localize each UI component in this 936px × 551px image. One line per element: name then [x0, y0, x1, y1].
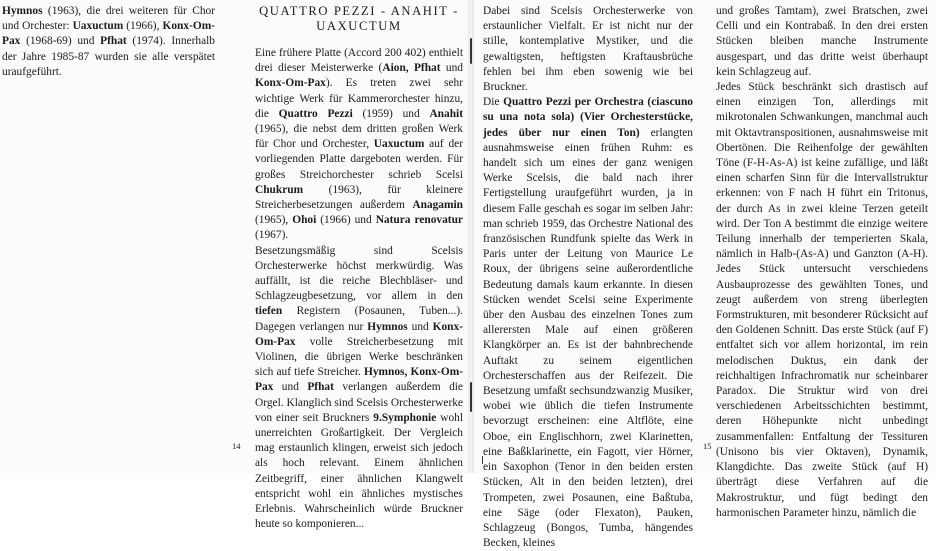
paragraph: [483, 4, 693, 95]
work-title: Hymnos, Konx-Om-Pax: [255, 366, 463, 394]
text-run: Besetzungsmäßig sind Scelsis Orchesterwerke höchst merkwürdig. Was auffällt, ist die reiche Blechbläser- und Schlagzeugbesetzung, vor allem in den: [255, 244, 463, 303]
text-run: und: [273, 381, 308, 394]
right-page-column-2: [716, 4, 928, 521]
text-run: Jedes Stück beschränkt sich drastisch auf einen einzigen Ton, allerdings mit mikrotonalen Schwankungen, manchmal auch mit Oktavtranspositionen, ausnahmsweise mit Obertönen. Die Reihenfolge der gewählten Töne (F-H-As-A) ist keine zufällige, und läßt einen scharfen Sinn für die Intervallstruktur erkennen: von F nach H führt ein Tritonus, der durch As in zwei kleine Terzen geteilt wird. Der Ton A bestimmt die einzige weitere Teilung innerhalb der temperierten Skala, nämlich in Halb-(As-A) und Ganzton (A-H). Jedes Stück untersucht verschiedens Ausbauprozesse des gewählten Tones, und zeugt außerdem von streng überlegten Formstrukturen, mit besonderer Rücksicht auf den Goldenen Schnitt. Das erste Stück (auf F) entfaltet sich vor allem horizontal, im rein melodischen Duktus, ein dank der reichhaltigen Infrachromatik nur scheinbarer Paradox. Die Struktur wird von drei verschiedenen Arbeitsschichten bestimmt, deren Höhepunkte nicht unbedingt zusammenfallen: Entfaltung der Tessituren (Unisono bis vier Oktaven), Dynamik, Klangdichte. Das zweite Stück (auf H) überträgt diese Verfahren auf die Makrostruktur, und fügt bedingt den harmonischen Parameter hinzu, nämlich die: [716, 81, 928, 519]
text-run: (1965),: [255, 214, 293, 227]
emphasis: tiefen: [255, 305, 283, 318]
left-page-column-2: [255, 4, 463, 533]
text-run: (1963), für kleinere Streicherbesetzungen außerdem: [255, 183, 463, 212]
paragraph: [716, 4, 928, 80]
text-run: Registern (Posaunen, Tuben...). Dagegen verlangen nur: [255, 305, 463, 333]
section-title: [255, 4, 463, 34]
text-run: Die: [483, 96, 504, 109]
work-title: Quattro Pezzi: [278, 107, 353, 120]
work-title: Konx-Om-Pax: [2, 20, 215, 48]
section-title-line-1: QUATTRO PEZZI - ANAHIT -: [259, 4, 459, 18]
margin-mark: [482, 456, 483, 464]
text-run: wohl unerreichten Großartigkeit. Der Vergleich mag erstaunlich klingen, erweist sich jedoch als hoch relevant. Einem ähnlichen Zeitbegriff, einer ähnlichen Klangwelt entspricht wohl ein ähnliches mystisches Erlebnis. Wahrscheinlich würde Bruckner heute so komponieren...: [255, 411, 463, 531]
page-number-left: 14: [232, 441, 241, 451]
work-title: Pfhat: [100, 35, 127, 48]
paragraph: [716, 80, 928, 521]
work-title: Aion, Pfhat: [382, 62, 441, 75]
work-title: Ohoi: [292, 214, 317, 227]
paragraph: [255, 244, 463, 533]
text-run: (1965), die nebst dem dritten großen Werk für Chor und Orchester,: [255, 123, 463, 151]
text-run: ). Es treten zwei sehr wichtige Werk für Kammerorchester hinzu, die: [255, 77, 463, 120]
work-title: Chukrum: [255, 183, 304, 196]
work-title: Konx-Om-Pax: [255, 77, 326, 90]
paragraph: [483, 95, 693, 551]
work-title: 9.Symphonie: [373, 411, 437, 424]
work-title: Anahit: [429, 107, 463, 120]
text-run: (1963), die drei weiteren für Chor und Orchester:: [2, 5, 215, 33]
text-run: erlangten ausnahmsweise einen frühen Ruhm: es handelt sich um eines der ganz wenigen Werke Scelsis, die bald nach ihrer Fertigstellung uraufgeführt wurden, ja in diesem Falle geschah es sogar im selben Jahr: man schrieb 1959, das Orchestre National des französischen Rundfunk spielte das Werk in Paris unter der Leitung von Maurice Le Roux, der übrigens seine außerordentliche Bedeutung damals kaum erkannte. In diesen Stücken wendet Scelsi seine Experimente über den Ausbau des einzelnen Tones zum allerersten Male auf einen größeren Klangkörper an. Es ist der bahnbrechende Auftakt zu seinem eigentlichen Orchesterschaffen aus der Reifezeit. Die Besetzung umfaßt sechsundzwanzig Musiker, wobei wie üblich die tiefen Instrumente bevorzugt erscheinen: eine Altflöte, eine Oboe, ein Englischhorn, zwei Klarinetten, eine Baßklarinette, ein Fagott, vier Hörner, ein Saxophon (Tenor in den beiden ersten Stücken, Alt in den beiden letzten), drei Trompeten, zwei Posaunen, eine Baßtuba, eine Säge (oder Flexaton), Pauken, Schlagzeug (Bongos, Tumba, hängendes Becken, kleines: [483, 126, 693, 550]
text-run: und: [407, 320, 433, 333]
work-title: Anagamin: [412, 199, 463, 212]
work-title: Uaxuctum: [72, 20, 124, 33]
work-title: Uaxuctum: [373, 138, 425, 151]
text-run: und großes Tamtam), zwei Bratschen, zwei Celli und ein Kontrabaß. In den drei ersten Stücken bleiben manche Instrumente ausgespart, und das dritte weist überhaupt kein Schlagzeug auf.: [716, 5, 928, 78]
work-title: Hymnos: [2, 5, 43, 17]
text-run: volle Streicherbesetzung mit Violinen, die übrigen Werke beschränken sich auf tiefe Streicher.: [255, 335, 463, 379]
work-title: Quattro Pezzi per Orchestra (ciascuno su una nota sola) (Vier Orchesterstücke, jedes über nur einen Ton): [483, 96, 693, 139]
paragraph: [2, 4, 215, 80]
text-run: Dabei sind Scelsis Orchesterwerke von erstaunlicher Vielfalt. Er ist nicht nur der stille, kontemplative Mystiker, und die gewaltigsten, heftigsten Kraftausbrüche fehlen bei ihm eben sowenig wie bei Bruckner.: [483, 5, 693, 94]
section-title-line-2: UAXUCTUM: [316, 19, 402, 33]
text-run: auf der vorliegenden Platte dargeboten werden. Für großes Streichorchester schrieb Scelsi: [255, 138, 463, 181]
text-run: (1966) und: [316, 214, 376, 227]
text-run: (1968-69) und: [20, 35, 101, 48]
text-run: (1974). Innerhalb der Jahre 1985-87 wurden sie alle verspätet uraufgeführt.: [2, 35, 215, 78]
margin-mark: [470, 38, 472, 64]
right-page-column-1: [483, 4, 693, 551]
page-number-right: 15: [703, 441, 712, 451]
text-run: und: [440, 62, 463, 75]
work-title: Hymnos: [367, 320, 408, 333]
text-run: (1959) und: [352, 107, 430, 120]
paragraph: [255, 46, 463, 244]
text-run: Eine frühere Platte (Accord 200 402) enthielt drei dieser Meisterwerke (: [255, 47, 463, 75]
work-title: Pfhat: [307, 381, 334, 394]
margin-mark: [470, 382, 472, 412]
text-run: (1966),: [123, 20, 163, 33]
text-run: (1967).: [255, 229, 289, 242]
work-title: Natura renovatur: [375, 214, 463, 227]
left-page-column-1: [2, 4, 215, 80]
work-title: Konx-Om-Pax: [255, 320, 463, 348]
text-run: verlangen außerdem die Orgel. Klanglich sind Scelsis Orchesterwerke von einer seit Bruckners: [255, 381, 463, 424]
